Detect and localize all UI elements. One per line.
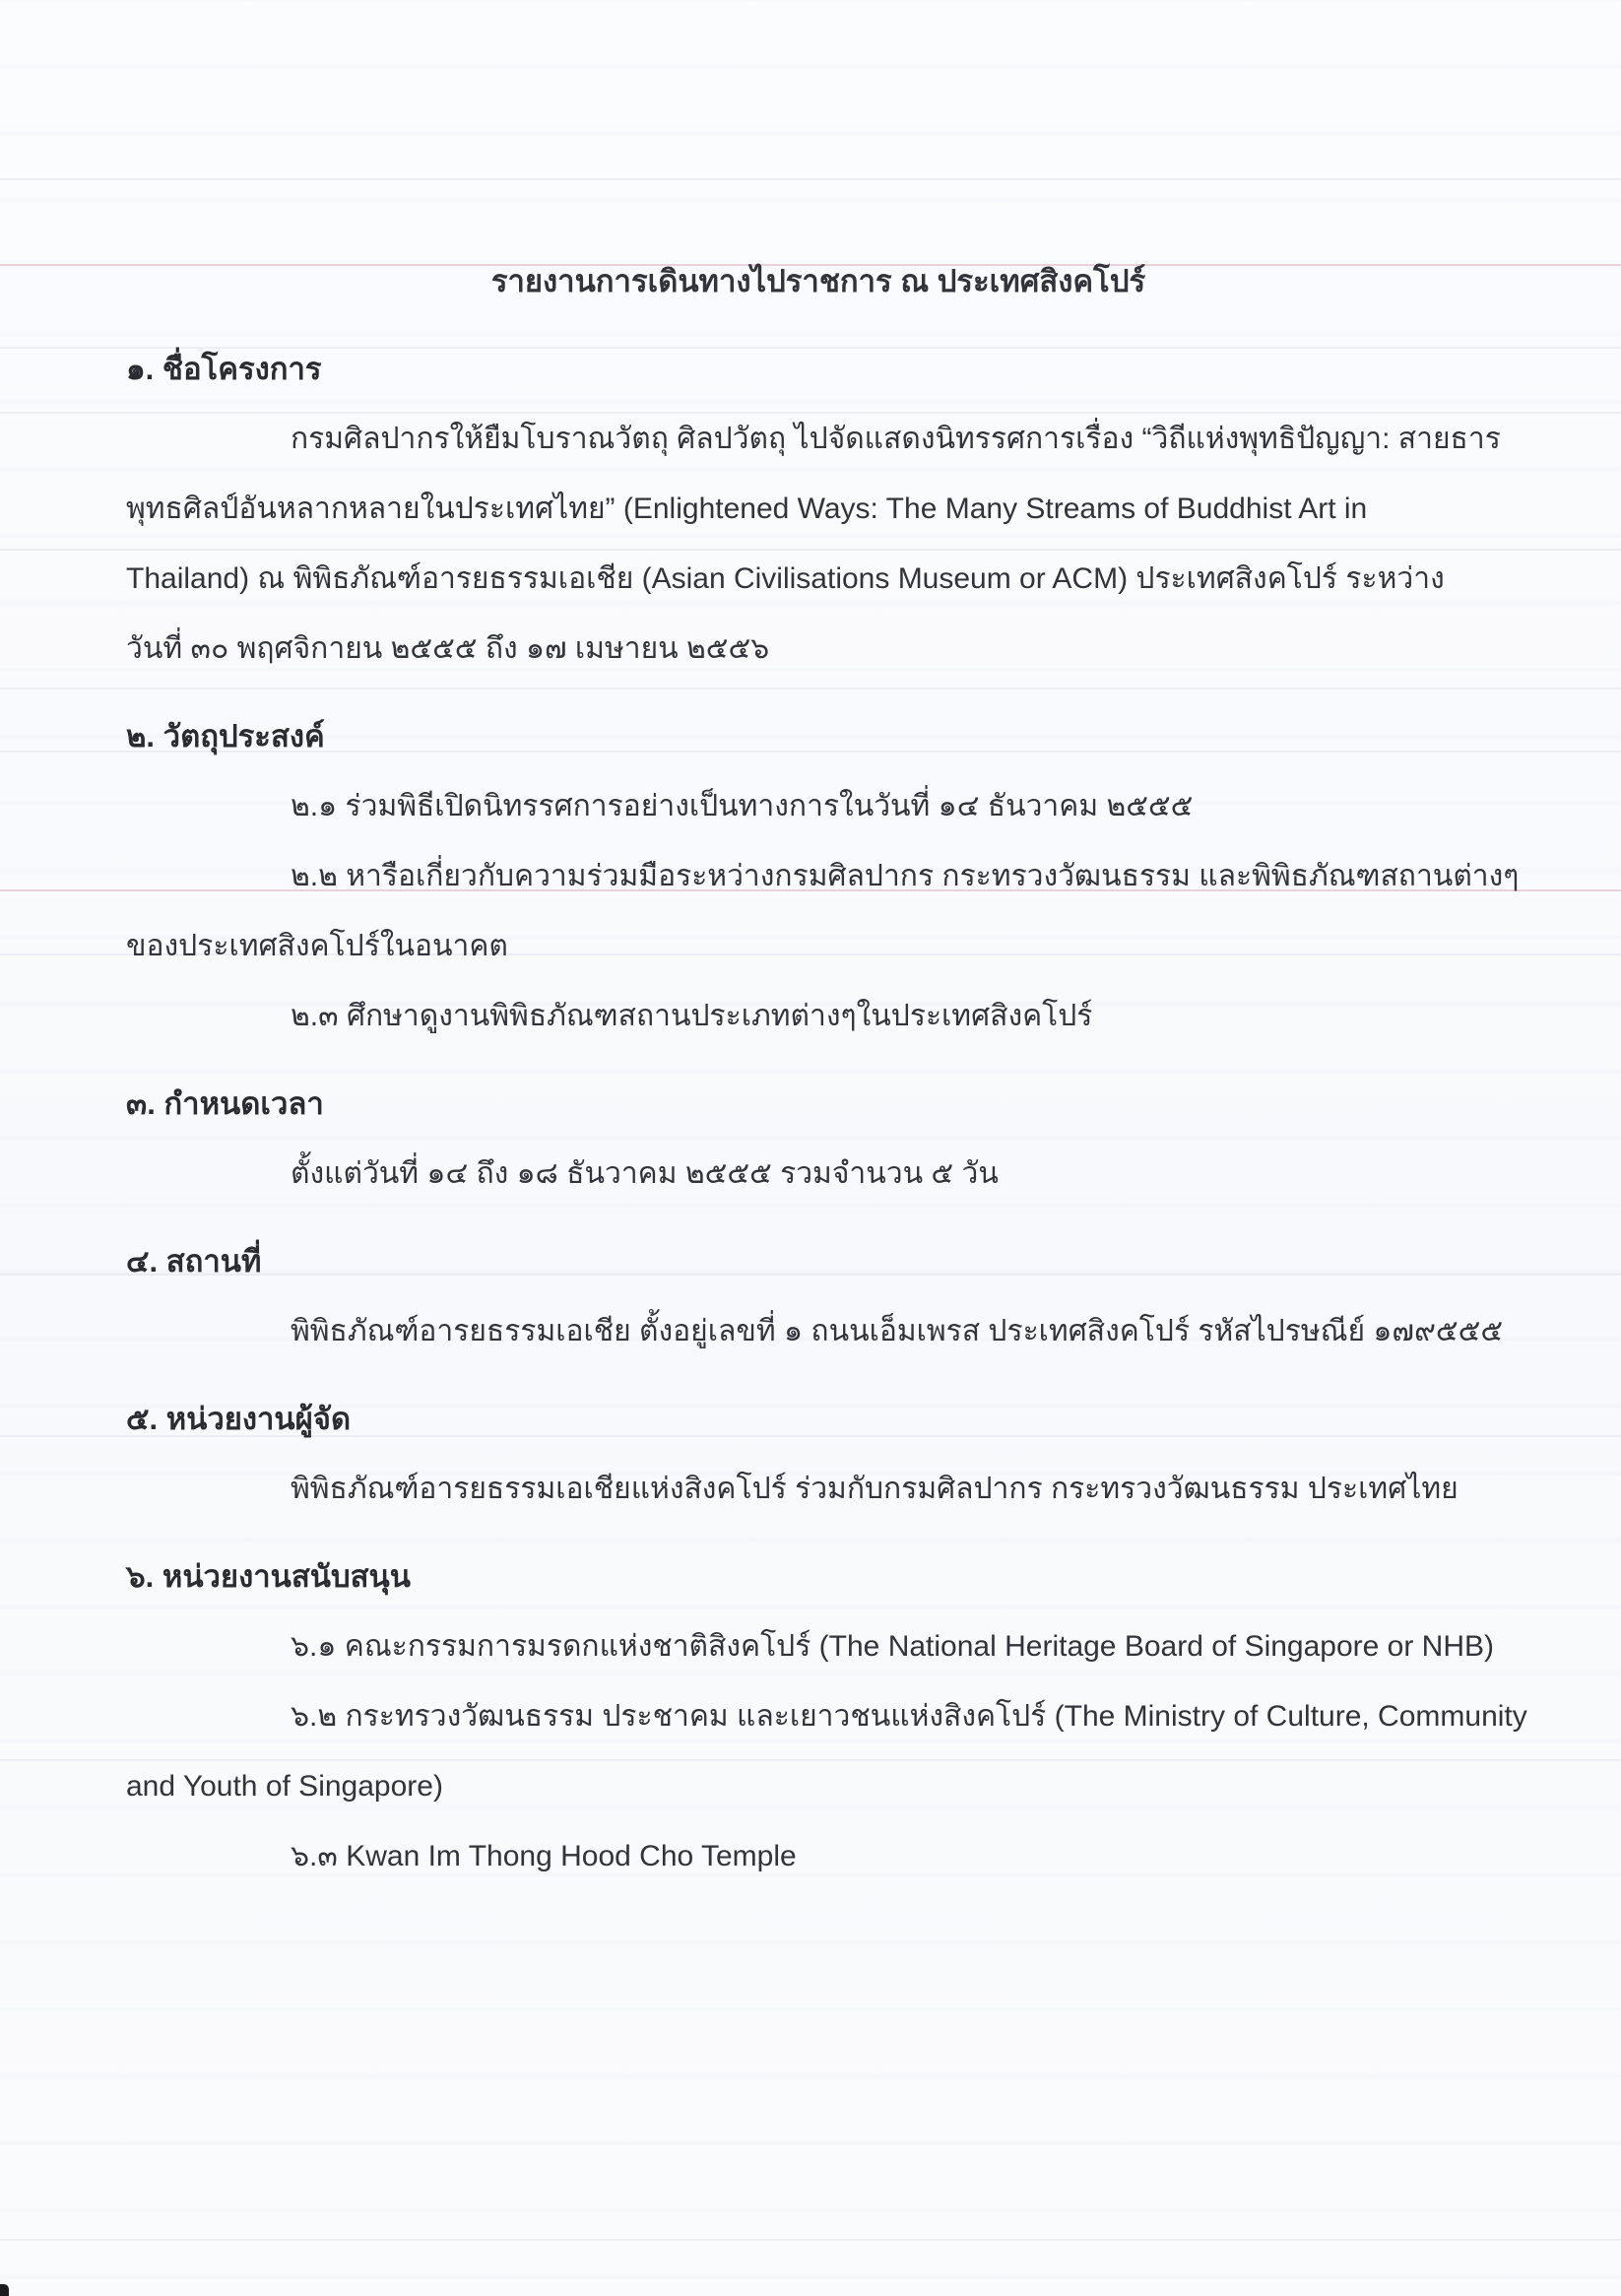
body-line: วันที่ ๓๐ พฤศจิกายน ๒๕๕๕ ถึง ๑๗ เมษายน ๒๕๕๖ [126, 632, 770, 665]
scan-streak [0, 178, 1621, 180]
section-heading: ๔. สถานที่ [126, 1244, 262, 1279]
body-line: ๖.๑ คณะกรรมการมรดกแห่งชาติสิงคโปร์ (The National Heritage Board of Singapore or NHB) [291, 1630, 1495, 1663]
body-line: กรมศิลปากรให้ยืมโบราณวัตถุ ศิลปวัตถุ ไปจัดแสดงนิทรรศการเรื่อง “วิถีแห่งพุทธิปัญญา: สายธาร [291, 423, 1501, 455]
body-line: ของประเทศสิงคโปร์ในอนาคต [126, 930, 508, 962]
section-schedule [126, 1069, 1511, 1209]
section-heading: ๖. หน่วยงานสนับสนุน [126, 1559, 411, 1594]
body-line: พิพิธภัณฑ์อารยธรรมเอเชียแห่งสิงคโปร์ ร่วมกับกรมศิลปากร กระทรวงวัฒนธรรม ประเทศไทย [291, 1473, 1459, 1505]
scan-corner-mark [0, 2284, 9, 2296]
section-heading: ๒. วัตถุประสงค์ [126, 719, 325, 754]
section-project-name [126, 334, 1511, 684]
section-supporters [126, 1542, 1527, 1891]
body-line: Thailand) ณ พิพิธภัณฑ์อารยธรรมเอเชีย (Asian Civilisations Museum or ACM) ประเทศสิงคโปร์ ระหว่าง [126, 562, 1445, 595]
document-title: รายงานการเดินทางไปราชการ ณ ประเทศสิงคโปร์ [490, 264, 1146, 298]
scan-streak [0, 2239, 1621, 2241]
body-line: and Youth of Singapore) [126, 1770, 443, 1803]
body-line: ๖.๒ กระทรวงวัฒนธรรม ประชาคม และเยาวชนแห่งสิงคโปร์ (The Ministry of Culture, Community [291, 1700, 1527, 1733]
body-line: ๒.๓ ศึกษาดูงานพิพิธภัณฑสถานประเภทต่างๆในประเทศสิงคโปร์ [291, 1000, 1093, 1032]
body-line: พุทธศิลป์อันหลากหลายในประเทศไทย” (Enlightened Ways: The Many Streams of Buddhist Art in [126, 492, 1368, 525]
section-objectives [126, 701, 1520, 1051]
body-line: ๒.๒ หารือเกี่ยวกับความร่วมมือระหว่างกรมศิลปากร กระทรวงวัฒนธรรม และพิพิธภัณฑสถานต่างๆ [291, 860, 1520, 892]
section-heading: ๕. หน่วยงานผู้จัด [126, 1402, 352, 1436]
body-line: ๖.๓ Kwan Im Thong Hood Cho Temple [291, 1840, 797, 1872]
body-line: ตั้งแต่วันที่ ๑๔ ถึง ๑๘ ธันวาคม ๒๕๕๕ รวมจำนวน ๕ วัน [291, 1157, 999, 1190]
document-content [126, 246, 1527, 1891]
section-organizer [126, 1384, 1511, 1524]
section-heading: ๑. ชื่อโครงการ [126, 352, 322, 386]
section-location [126, 1226, 1511, 1366]
body-line: พิพิธภัณฑ์อารยธรรมเอเชีย ตั้งอยู่เลขที่ ๑ ถนนเอ็มเพรส ประเทศสิงคโปร์ รหัสไปรษณีย์ ๑๗๙๕๕๕ [291, 1315, 1504, 1347]
section-heading: ๓. กำหนดเวลา [126, 1086, 324, 1121]
body-line: ๒.๑ ร่วมพิธีเปิดนิทรรศการอย่างเป็นทางการในวันที่ ๑๔ ธันวาคม ๒๕๕๕ [291, 790, 1194, 822]
